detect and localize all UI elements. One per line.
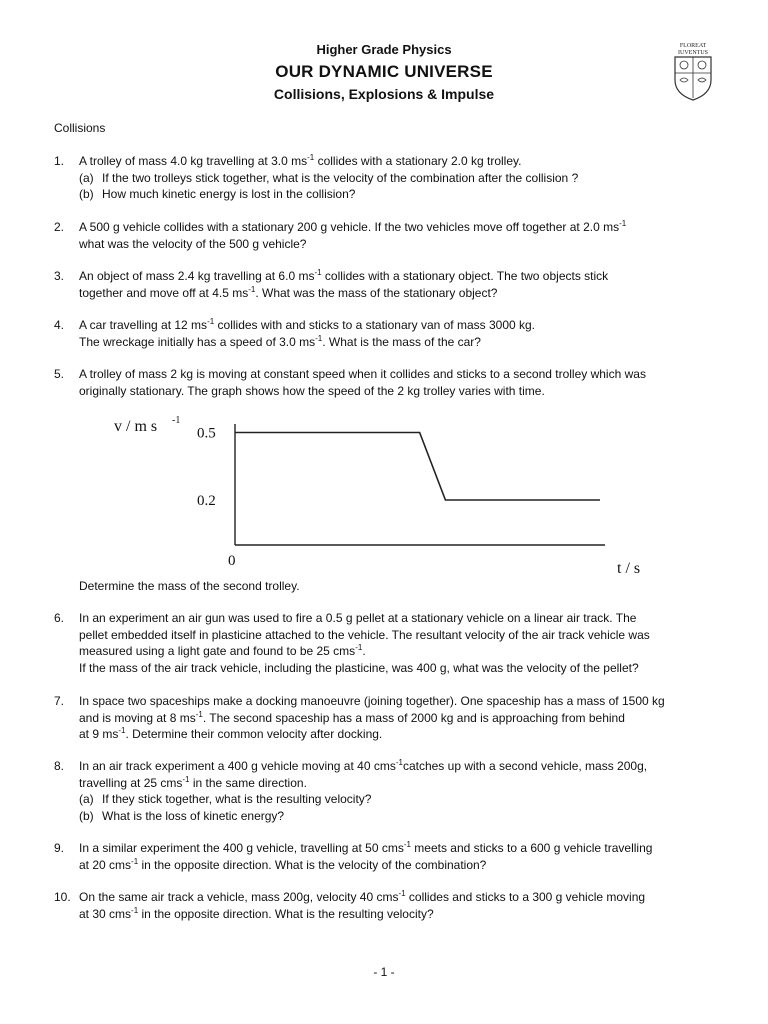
question-text: together and move off at 4.5 $ms^{-1}$. What was the mass of the stationary object?	[79, 284, 498, 300]
question-number: 5.	[54, 367, 65, 381]
question-part-b: (b) What is the loss of kinetic energy?	[79, 808, 285, 823]
question-number: 2.	[54, 220, 65, 234]
page-number: - 1 -	[373, 965, 395, 979]
school-crest-logo	[670, 40, 716, 102]
question-5	[54, 366, 714, 399]
question-number: 4.	[54, 318, 65, 332]
question-text: In an air track experiment a 400 g vehicle moving at 40 cms$^{-1}$catches up with a second vehicle, mass 200g,	[79, 758, 648, 773]
question-text: A 500 g vehicle collides with a stationary 200 g vehicle. If the two vehicles move off together at 2.0 $ms^{-1}$	[79, 219, 627, 234]
crest-motto-bottom: IUVENTUS	[678, 50, 708, 56]
question-text: A trolley of mass 2 kg is moving at constant speed when it collides and sticks to a second trolley which was	[79, 367, 646, 381]
question-9	[54, 840, 714, 873]
section-title: Collisions	[54, 121, 106, 135]
speed-line	[235, 433, 600, 501]
page-subtitle: Collisions, Explosions & Impulse	[273, 86, 495, 102]
speed-series	[235, 433, 600, 501]
question-7	[54, 693, 714, 743]
question-text: at 9 $ms^{-1}$. Determine their common velocity after docking.	[79, 726, 383, 741]
question-4	[54, 317, 714, 350]
question-text: An object of mass 2.4 kg travelling at 6.0 $ms^{-1}$ collides with a stationary object. The two objects stick	[79, 268, 609, 283]
question-part-b: (b) How much kinetic energy is lost in the collision?	[79, 187, 356, 201]
question-part-a: (a) If the two trolleys stick together, what is the velocity of the combination after the collision ?	[79, 170, 579, 185]
question-text: A car travelling at 12 $ms^{-1}$ collides with and sticks to a stationary van of mass 3000 kg.	[79, 317, 536, 332]
question-text: at 20 cms$^{-1}$ in the opposite direction. What is the velocity of the combination?	[79, 856, 487, 872]
y-tick-label: 0.2	[197, 493, 216, 509]
question-part-a: (a) If they stick together, what is the resulting velocity?	[79, 792, 372, 806]
question-text: A trolley of mass 4.0 kg travelling at 3.0 $ms^{-1}$ collides with a stationary 2.0 kg trolley.	[79, 153, 522, 168]
question-number: 1.	[54, 154, 65, 168]
question-5-prompt: Determine the mass of the second trolley.	[79, 579, 300, 593]
x-axis-label: t / s	[617, 560, 641, 577]
question-3	[54, 268, 714, 301]
question-text: and is moving at 8 $ms^{-1}$. The second spaceship has a mass of 2000 kg and is approaching from behind	[79, 709, 625, 725]
question-text: originally stationary. The graph shows how the speed of the 2 kg trolley varies with time.	[79, 383, 545, 398]
question-text: travelling at 25 cms$^{-1}$ in the same direction.	[79, 774, 307, 790]
subject-heading: Higher Grade Physics	[316, 42, 452, 57]
y-axis-label-sup: -1	[172, 415, 181, 426]
question-number: 10.	[54, 890, 71, 904]
y-axis-label	[114, 415, 180, 435]
question-text: pellet embedded itself in plasticine attached to the vehicle. The resultant velocity of the air track vehicle was	[79, 627, 650, 642]
page-title: OUR DYNAMIC UNIVERSE	[275, 62, 493, 81]
question-text: On the same air track a vehicle, mass 200g, velocity 40 cms$^{-1}$ collides and sticks to a 300 g vehicle moving	[79, 889, 646, 904]
y-axis-label-text: v / m s	[114, 418, 158, 435]
origin-label: 0	[228, 553, 236, 569]
y-tick-label: 0.5	[197, 425, 216, 442]
question-10	[54, 889, 714, 922]
question-text: measured using a light gate and found to be 25 cms$^{-1}$.	[79, 643, 366, 658]
question-number: 6.	[54, 611, 65, 625]
question-text: at 30 cms$^{-1}$ in the opposite direction. What is the resulting velocity?	[79, 905, 434, 921]
question-text: In a similar experiment the 400 g vehicle, travelling at 50 cms$^{-1}$ meets and sticks to a 600 g vehicle travelling	[79, 840, 653, 855]
question-text: In an experiment an air gun was used to fire a 0.5 g pellet at a stationary vehicle on a linear air track. The	[79, 611, 637, 625]
question-text: If the mass of the air track vehicle, including the plasticine, was 400 g, what was the velocity of the pellet?	[79, 660, 639, 675]
question-8	[54, 758, 714, 824]
question-number: 3.	[54, 269, 65, 283]
question-text: The wreckage initially has a speed of 3.0 $ms^{-1}$. What is the mass of the car?	[79, 333, 481, 349]
crest-motto-top: FLOREAT	[679, 43, 707, 49]
question-number: 7.	[54, 694, 65, 708]
question-number: 8.	[54, 759, 65, 773]
question-2	[54, 219, 714, 252]
question-1	[54, 153, 714, 203]
speed-time-graph	[100, 410, 660, 580]
question-text: In space two spaceships make a docking manoeuvre (joining together). One spaceship has a mass of 1500 kg	[79, 694, 665, 708]
question-6	[54, 610, 714, 676]
question-number: 9.	[54, 841, 65, 855]
question-text: what was the velocity of the 500 g vehicle?	[79, 236, 307, 251]
y-tick-labels	[197, 426, 216, 510]
